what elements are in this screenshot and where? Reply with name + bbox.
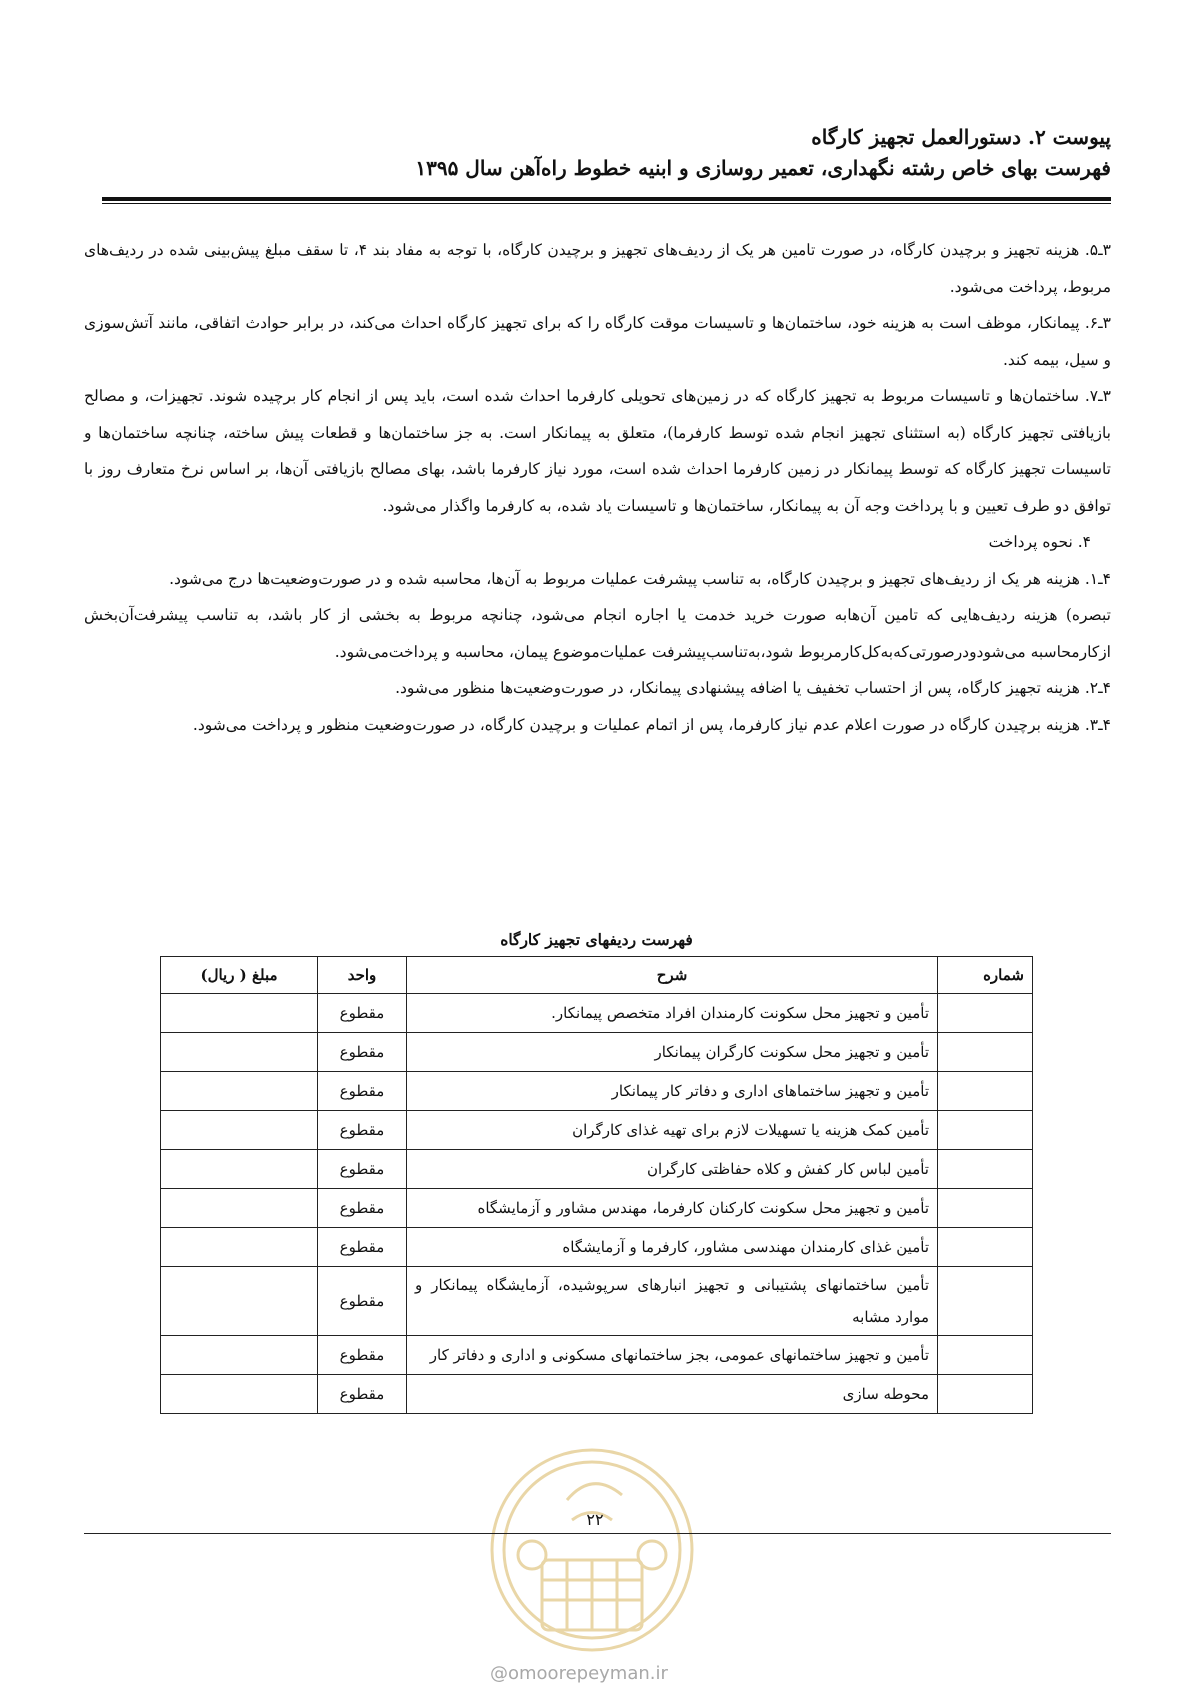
table-row — [161, 994, 1033, 1033]
cell-unit: مقطوع — [318, 1111, 407, 1150]
cell-number — [938, 1150, 1033, 1189]
cell-description: تأمین و تجهیز محل سکونت کارکنان کارفرما، مهندس مشاور و آزمایشگاه — [407, 1189, 938, 1228]
cell-unit: مقطوع — [318, 1150, 407, 1189]
table-row — [161, 1267, 1033, 1336]
cell-description: تأمین کمک هزینه یا تسهیلات لازم برای تهیه غذای کارگران — [407, 1111, 938, 1150]
page-number: ۲۲ — [586, 1510, 604, 1529]
section-heading-payment: ۴. نحوه پرداخت — [988, 533, 1091, 551]
cell-amount — [161, 1189, 318, 1228]
paragraph-4-3: ۴ـ۳. هزینه برچیدن کارگاه در صورت اعلام عدم نیاز کارفرما، پس از اتمام عملیات و برچیدن کارگاه، در صورت‌وضعیت منظور و پرداخت می‌شود. — [192, 715, 1111, 734]
header-divider — [102, 197, 1111, 204]
cell-description: تأمین لباس کار کفش و کلاه حفاظتی کارگران — [407, 1150, 938, 1189]
cell-unit: مقطوع — [318, 1189, 407, 1228]
cell-unit: مقطوع — [318, 1072, 407, 1111]
cell-amount — [161, 1072, 318, 1111]
cell-description: تأمین و تجهیز ساختماهای اداری و دفاتر کار پیمانکار — [407, 1072, 938, 1111]
paragraph-3-6: ۳ـ۶. پیمانکار، موظف است به هزینه خود، ساختمان‌ها و تاسیسات موقت کارگاه را که برای تجهیز کارگاه احداث می‌کند، در برابر حوادث اتفاقی، مانند آتش‌سوزی و سیل، بیمه کند. — [84, 314, 1111, 369]
cell-amount — [161, 1111, 318, 1150]
header-title: پیوست ۲. دستورالعمل تجهیز کارگاه — [811, 125, 1111, 149]
table-row — [161, 1150, 1033, 1189]
cell-amount — [161, 1267, 318, 1336]
paragraph-4-2: ۴ـ۲. هزینه تجهیز کارگاه، پس از احتساب تخفیف یا اضافه پیشنهادی پیمانکار، در صورت‌وضعیت‌ها منظور می‌شود. — [395, 679, 1111, 697]
paragraph-3-5: ۳ـ۵. هزینه تجهیز و برچیدن کارگاه، در صورت تامین هر یک از ردیف‌های تجهیز و برچیدن کارگاه، با توجه به مفاد بند ۴، تا سقف مبلغ پیش‌بینی شده در ردیف‌های مربوط، پرداخت می‌شود. — [84, 241, 1111, 296]
paragraph-4-1: ۴ـ۱. هزینه هر یک از ردیف‌های تجهیز و برچیدن کارگاه، به تناسب پیشرفت عملیات مربوط به آن‌ها، محاسبه شده و در صورت‌وضعیت‌ها درج می‌شود. — [169, 569, 1111, 588]
cell-description: تأمین غذای کارمندان مهندسی مشاور، کارفرما و آزمایشگاه — [407, 1228, 938, 1267]
cell-unit: مقطوع — [318, 1336, 407, 1375]
table-header-row — [161, 957, 1033, 994]
cell-amount — [161, 1150, 318, 1189]
body-text — [84, 232, 1111, 743]
paragraph-3-7: ۳ـ۷. ساختمان‌ها و تاسیسات مربوط به تجهیز کارگاه که در زمین‌های تحویلی کارفرما احداث شده است، باید پس از انجام کار برچیده شوند. تجهیزات، و مصالح بازیافتی تجهیز کارگاه (به استثنای تجهیز انجام شده توسط کارفرما)، متعلق به پیمانکار است. به جز ساختمان‌ها و قطعات پیش ساخته، چنانچه ساختمان‌ها و تاسیسات تجهیز کارگاه که توسط پیمانکار در زمین کارفرما احداث شده است، مورد نیاز کارفرما باشد، بهای مصالح بازیافتی آن‌ها، بر اساس نرخ متعارف روز با توافق دو طرف تعیین و با پرداخت وجه آن به پیمانکار، ساختمان‌ها و تاسیسات یاد شده، به کارفرما واگذار می‌شود. — [84, 387, 1111, 515]
items-table — [160, 956, 1033, 1414]
header-description: شرح — [407, 957, 938, 994]
cell-number — [938, 1033, 1033, 1072]
table-row — [161, 1033, 1033, 1072]
header-subtitle: فهرست بهای خاص رشته نگهداری، تعمیر روسازی و ابنیه خطوط راه‌آهن سال ۱۳۹۵ — [415, 156, 1111, 180]
cell-amount — [161, 1336, 318, 1375]
cell-description: تأمین و تجهیز محل سکونت کارمندان افراد متخصص پیمانکار. — [407, 994, 938, 1033]
cell-description: تأمین و تجهیز محل سکونت کارگران پیمانکار — [407, 1033, 938, 1072]
paragraph-note: تبصره) هزینه ردیف‌هایی که تامین آن‌هابه صورت خرید خدمت یا اجاره انجام می‌شود، چنانچه مربوط به بخشی از کار باشد، به تناسب پیشرفت‌آن‌بخش ازکارمحاسبه می‌شودودرصورتی‌که‌به‌کل‌کارمربوط شود،به‌تناسب‌پیشرفت عملیات‌موضوع پیمان، محاسبه و پرداخت‌می‌شود. — [84, 606, 1111, 661]
cell-description: تأمین ساختمانهای پشتیبانی و تجهیز انبارهای سرپوشیده، آزمایشگاه پیمانکار و موارد مشابه — [407, 1267, 938, 1336]
cell-number — [938, 1228, 1033, 1267]
cell-number — [938, 1111, 1033, 1150]
cell-unit: مقطوع — [318, 1375, 407, 1414]
cell-number — [938, 1336, 1033, 1375]
page-header — [105, 122, 1111, 184]
cell-number — [938, 1072, 1033, 1111]
watermark-seal-icon — [472, 1440, 712, 1660]
table-row — [161, 1375, 1033, 1414]
cell-number — [938, 994, 1033, 1033]
cell-number — [938, 1189, 1033, 1228]
table-row — [161, 1072, 1033, 1111]
table-row — [161, 1111, 1033, 1150]
cell-number — [938, 1267, 1033, 1336]
cell-description: محوطه سازی — [407, 1375, 938, 1414]
table-row — [161, 1189, 1033, 1228]
header-amount: مبلغ ( ریال) — [161, 957, 318, 994]
cell-amount — [161, 1033, 318, 1072]
cell-description: تأمین و تجهیز ساختمانهای عمومی، بجز ساختمانهای مسکونی و اداری و دفاتر کار — [407, 1336, 938, 1375]
table-row — [161, 1228, 1033, 1267]
table-title: فهرست ردیفهای تجهیز کارگاه — [500, 930, 693, 949]
cell-unit: مقطوع — [318, 994, 407, 1033]
header-unit: واحد — [318, 957, 407, 994]
cell-amount — [161, 994, 318, 1033]
cell-amount — [161, 1375, 318, 1414]
cell-unit: مقطوع — [318, 1033, 407, 1072]
header-number: شماره — [938, 957, 1033, 994]
watermark-text: @omoorepeyman.ir — [490, 1663, 668, 1684]
cell-unit: مقطوع — [318, 1267, 407, 1336]
footer-divider — [84, 1533, 1111, 1534]
cell-amount — [161, 1228, 318, 1267]
cell-unit: مقطوع — [318, 1228, 407, 1267]
cell-number — [938, 1375, 1033, 1414]
table-row — [161, 1336, 1033, 1375]
